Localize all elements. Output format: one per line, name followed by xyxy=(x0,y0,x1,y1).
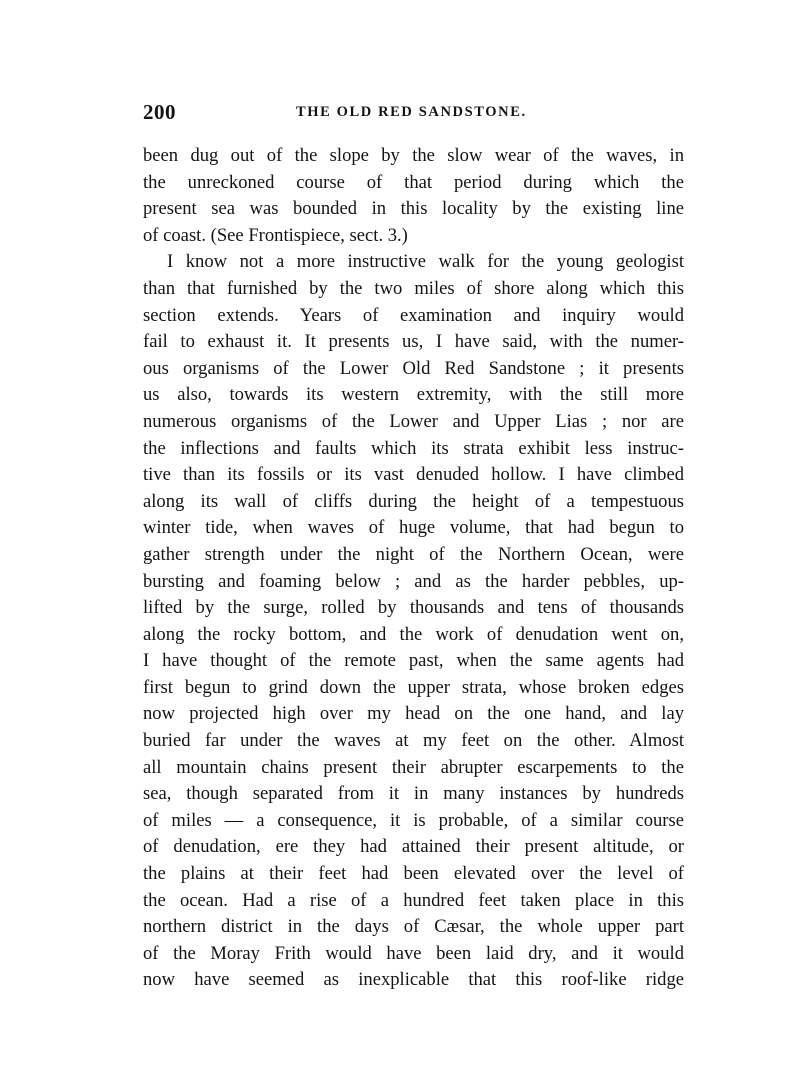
text-line: present sea was bounded in this locality by the existing line xyxy=(143,198,684,220)
text-line: fail to exhaust it. It presents us, I have said, with the numer- xyxy=(143,331,684,353)
body-text xyxy=(143,143,684,994)
text-line: of miles — a consequence, it is probable, of a similar course xyxy=(143,809,684,831)
text-line: than that furnished by the two miles of shore along which this xyxy=(143,277,684,299)
text-line: of denudation, ere they had attained their present altitude, or xyxy=(143,836,684,858)
text-line: all mountain chains present their abrupter escarpements to the xyxy=(143,756,684,778)
text-line: of coast. (See Frontispiece, sect. 3.) xyxy=(143,224,408,246)
text-line: lifted by the surge, rolled by thousands and tens of thousands xyxy=(143,597,684,619)
text-line: first begun to grind down the upper strata, whose broken edges xyxy=(143,676,684,698)
text-line: of the Moray Frith would have been laid dry, and it would xyxy=(143,942,684,964)
text-line: the plains at their feet had been elevated over the level of xyxy=(143,863,684,885)
text-line: along the rocky bottom, and the work of denudation went on, xyxy=(143,623,684,645)
text-line: section extends. Years of examination and inquiry would xyxy=(143,304,684,326)
page-number: 200 xyxy=(143,100,176,124)
text-line: I have thought of the remote past, when the same agents had xyxy=(143,650,684,672)
text-line: been dug out of the slope by the slow wear of the waves, in xyxy=(143,145,684,166)
text-line: I know not a more instructive walk for the young geologist xyxy=(167,251,684,273)
text-line: us also, towards its western extremity, with the still more xyxy=(143,384,684,406)
running-title: THE OLD RED SANDSTONE. xyxy=(296,104,527,120)
text-line: tive than its fossils or its vast denuded hollow. I have climbed xyxy=(143,464,684,486)
text-line: the inflections and faults which its strata exhibit less instruc- xyxy=(143,437,684,459)
text-line: along its wall of cliffs during the height of a tempestuous xyxy=(143,490,684,512)
text-line: the unreckoned course of that period during which the xyxy=(143,171,684,193)
text-line: sea, though separated from it in many instances by hundreds xyxy=(143,783,684,805)
text-line: buried far under the waves at my feet on the other. Almost xyxy=(143,730,684,752)
text-line: gather strength under the night of the Northern Ocean, were xyxy=(143,543,684,565)
text-line: the ocean. Had a rise of a hundred feet taken place in this xyxy=(143,889,684,911)
text-line: now projected high over my head on the one hand, and lay xyxy=(143,703,684,725)
page-header xyxy=(143,100,683,130)
text-line: ous organisms of the Lower Old Red Sandstone ; it presents xyxy=(143,357,684,379)
text-line: winter tide, when waves of huge volume, that had begun to xyxy=(143,517,684,539)
text-line: numerous organisms of the Lower and Upper Lias ; nor are xyxy=(143,410,684,432)
text-line: northern district in the days of Cæsar, the whole upper part xyxy=(143,916,684,938)
text-line: now have seemed as inexplicable that this roof-like ridge xyxy=(143,969,684,991)
text-line: bursting and foaming below ; and as the harder pebbles, up- xyxy=(143,570,684,592)
